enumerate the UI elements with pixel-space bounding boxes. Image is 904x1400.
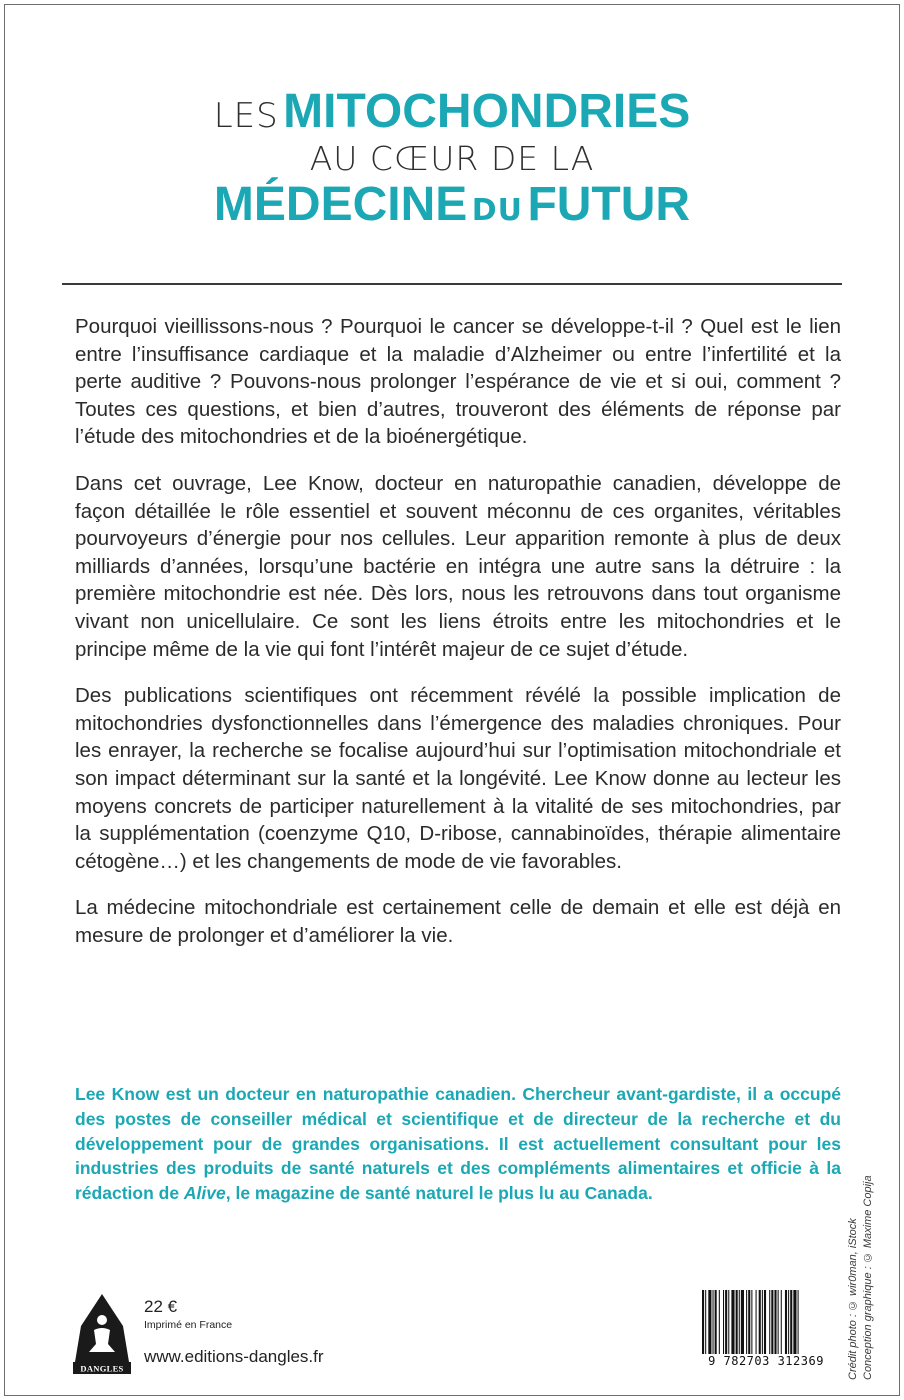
title-divider <box>62 283 842 285</box>
title-line-1 <box>0 85 904 138</box>
author-name: Lee Know <box>75 1084 160 1104</box>
title-medecine: MÉDECINE <box>213 178 468 231</box>
magazine-name: Alive <box>183 1183 226 1204</box>
author-bio <box>75 1082 841 1206</box>
dangles-logo <box>73 1290 131 1374</box>
image-credits <box>846 1148 876 1380</box>
title-line-3 <box>0 178 904 231</box>
title-mitochondries: MITOCHONDRIES <box>283 85 691 138</box>
title-line-2 <box>0 139 904 178</box>
title-au-coeur: AU CŒUR DE LA <box>309 139 595 178</box>
bio-text-2: , le magazine de santé naturel le plus lu au Canada. <box>225 1183 653 1204</box>
back-cover-text <box>75 313 841 968</box>
design-credit: Conception graphique : © Maxime Copija <box>862 1175 874 1380</box>
price: 22 € <box>144 1297 178 1316</box>
printed-in: Imprimé en France <box>144 1319 233 1331</box>
isbn-number: 9 782703 312369 <box>708 1354 824 1368</box>
publisher-website: www.editions-dangles.fr <box>144 1347 324 1366</box>
barcode <box>700 1290 832 1354</box>
title-les: LES <box>213 96 279 136</box>
book-title <box>0 85 904 231</box>
paragraph-2: Dans cet ouvrage, Lee Know, docteur en naturopathie canadien, développe de façon détaillée le rôle essentiel et souvent méconnu de ces organites, véritables pourvoyeurs d’énergie pour nos cellules. Leur apparition remonte à plus de deux milliards d’années, lorsqu’une bactérie en intégra une autre sans la détruire : la première mitochondrie est née. Dès lors, nous les retrouvons dans tout organisme vivant non unicellulaire. Ce sont les liens étroits entre les mitochondries et le principe même de la vie qui font l’intérêt majeur de ce sujet d’étude. <box>75 471 841 661</box>
paragraph-4: La médecine mitochondriale est certainement celle de demain et elle est déjà en mesure de prolonger et d’améliorer la vie. <box>75 896 841 947</box>
logo-wordmark: DANGLES <box>80 1363 124 1374</box>
title-du: DU <box>471 193 523 228</box>
bio-text-1: est un docteur en naturopathie canadien. Chercheur avant-gardiste, il a occupé des postes de conseiller médical et scientifique et de directeur de la recherche et du développement pour de grandes organisations. Il est actuellement consultant pour les industries des produits de santé naturels et des compléments alimentaires et officie à la rédaction de <box>75 1084 841 1204</box>
paragraph-3: Des publications scientifiques ont récemment révélé la possible implication de mitochondries dysfonctionnelles dans l’émergence des maladies chroniques. Pour les enrayer, la recherche se focalise aujourd’hui sur l’optimisation mitochondriale et son impact déterminant sur la santé et la longévité. Lee Know donne au lecteur les moyens concrets de participer naturellement à la vitalité de ses mitochondries, par la supplémentation (coenzyme Q10, D-ribose, cannabinoïdes, thérapie alimentaire cétogène…) et les changements de mode de vie favorables. <box>75 684 841 873</box>
photo-credit: Crédit photo : © wir0man, iStock <box>847 1218 859 1380</box>
title-futur: FUTUR <box>527 178 691 231</box>
paragraph-1: Pourquoi vieillissons-nous ? Pourquoi le cancer se développe-t-il ? Quel est le lien entre l’insuffisance cardiaque et la maladie d’Alzheimer ou entre l’infertilité et la perte auditive ? Pouvons-nous prolonger l’espérance de vie et si oui, comment ? Toutes ces questions, et bien d’autres, trouveront des éléments de réponse par l’étude des mitochondries et de la bioénergétique. <box>75 315 841 449</box>
